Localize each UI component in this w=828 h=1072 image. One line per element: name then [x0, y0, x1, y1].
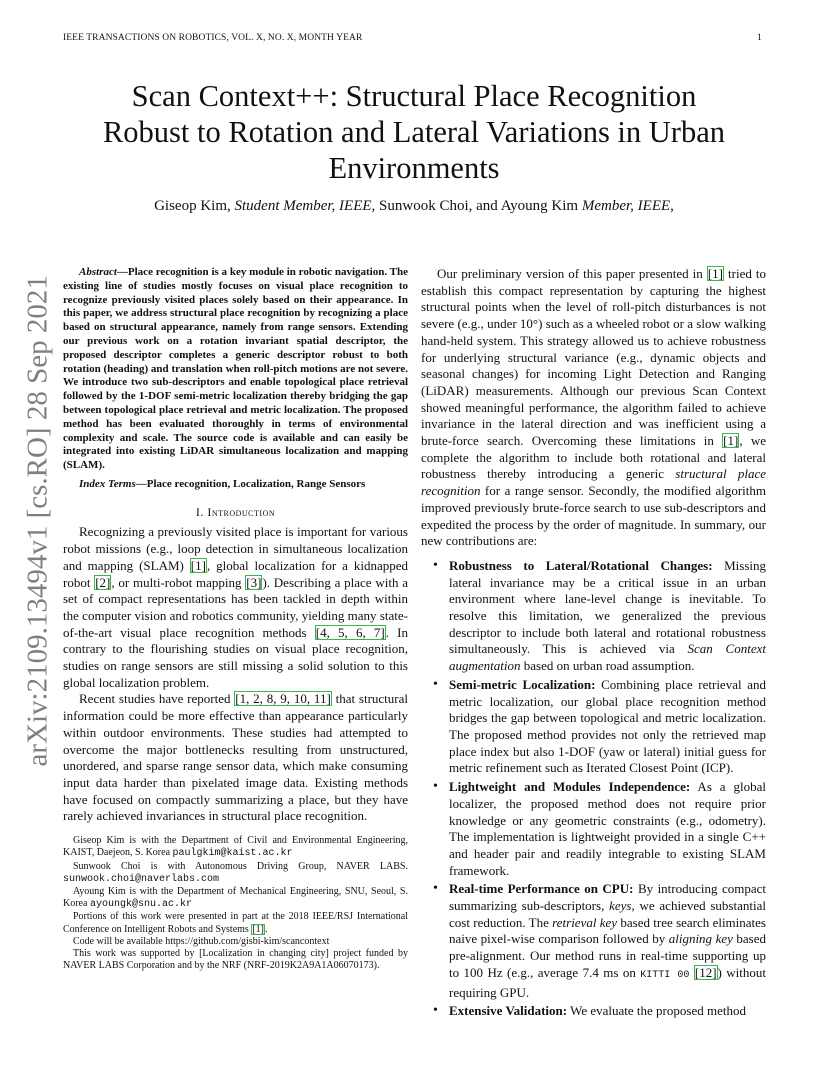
citation-link[interactable]: [3] — [246, 574, 262, 590]
email-link[interactable]: paulgkim@kaist.ac.kr — [172, 848, 293, 860]
emphasis: retrieval key — [552, 914, 618, 930]
section-heading-introduction: I. Introduction — [195, 504, 276, 519]
footnote-funding: This work was supported by [Localization in changing city] project funded by NAVER LABS Corporation and by the NRF (NRF-2019K2A9A1A06070173). — [63, 947, 408, 972]
citation-link[interactable]: [1, 2, 8, 9, 10, 11] — [235, 691, 331, 707]
right-column — [421, 266, 766, 1022]
text-run: Recognizing a previously visited place is important for various robot missions (e.g., loop detection in simultaneous localization and mapping (SLAM) — [63, 524, 408, 573]
contribution-title: Extensive Validation: — [449, 1003, 568, 1019]
text-run: ) without requiring GPU. — [449, 964, 766, 1000]
citation-link[interactable]: [2] — [95, 574, 111, 590]
other-authors: Sunwook Choi, and Ayoung Kim — [379, 198, 579, 214]
text-run: Sunwook Choi is with Autonomous Driving Group, NAVER LABS. — [73, 860, 408, 872]
text-run: based tree search eliminates naive pixel-wise comparison followed by — [449, 914, 766, 947]
text-run: . In contrary to the flourishing studies on visual place recognition, studies on range sensors are still missing a solid solution to this global localization problem. — [63, 624, 408, 690]
abstract-text: —Place recognition is a key module in robotic navigation. The existing line of studies mostly focuses on visual place recognition to recognize previously visited places solely based on their appearance. In this paper, we address structural place recognition by recognizing a place based on structural appearance, namely from range sensors. Extending our previous work on a rotation invariant spatial descriptor, the proposed descriptor completes a generic descriptor robust to both rotation (heading) and translation when roll-pitch motions are not severe. We introduce two sub-descriptors and enable topological place retrieval followed by the 1-DOF semi-metric localization thereby bridging the gap between topological place retrieval and metric localization. The proposed method has been evaluated thoroughly in terms of environmental complexity and scale. The source code is available and can easily be integrated into existing LiDAR simultaneous localization and mapping (SLAM). — [63, 266, 408, 472]
running-header: IEEE TRANSACTIONS ON ROBOTICS, VOL. X, NO. X, MONTH YEAR — [63, 33, 363, 43]
email-link[interactable]: sunwook.choi@naverlabs.com — [63, 873, 220, 885]
preliminary-paragraph — [421, 266, 766, 550]
index-terms — [63, 478, 408, 492]
text-run: , we complete the algorithm to include both rotational and lateral robustness thereby introducing a generic — [421, 433, 766, 482]
list-item — [421, 1003, 766, 1020]
list-item — [421, 558, 766, 675]
footnote-prior-work — [63, 911, 408, 935]
author-1-role: Student Member, IEEE, — [234, 198, 376, 214]
emphasis: aligning key — [668, 931, 733, 947]
footnote-author-2 — [63, 861, 408, 886]
footnote-author-1 — [63, 835, 408, 860]
citation-link[interactable]: [1] — [190, 557, 206, 573]
list-item — [421, 881, 766, 1001]
text-run: based pre-alignment. Our method runs in real-time supporting up to 100 Hz (e.g., average 7.4 ms on — [449, 931, 766, 980]
citation-link[interactable]: [1] — [252, 923, 264, 935]
index-terms-text: —Place recognition, Localization, Range Sensors — [135, 477, 366, 490]
list-item — [421, 677, 766, 777]
abstract — [63, 266, 408, 473]
list-item — [421, 779, 766, 879]
email-link[interactable]: ayoungk@snu.ac.kr — [89, 899, 192, 911]
footnote-code: Code will be available https://github.com/gisbi-kim/scancontext — [73, 935, 330, 947]
text-run: ). Describing a place with a set of compact representations has been tackled in depth within the computer vision and robotics community, yielding many state-of-the-art visual place recognition methods — [63, 574, 408, 640]
paper-title: Scan Context++: Structural Place Recognition Robust to Rotation and Lateral Variations in Urban Environments — [102, 79, 726, 185]
contributions-list — [421, 558, 766, 1020]
page-number: 1 — [757, 33, 762, 43]
text-run: , global localization for a kidnapped robot — [63, 557, 409, 590]
contribution-title: Lightweight and Modules Independence: — [449, 779, 691, 795]
other-authors-role: Member, IEEE, — [581, 198, 674, 214]
contribution-title: Robustness to Lateral/Rotational Changes: — [449, 557, 713, 573]
text-run: Our preliminary version of this paper presented in — [437, 266, 707, 281]
footnotes — [63, 835, 408, 972]
arxiv-stamp: arXiv:2109.13494v1 [cs.RO] 28 Sep 2021 — [21, 275, 54, 767]
text-run: Missing lateral invariance may be a critical issue in an urban environment where lane-level change is inevitable. To resolve this limitation, we generalized the previous descriptor to include both lateral and rotational robustness simultaneously. This is achieved via — [449, 557, 766, 657]
emphasis: keys — [609, 898, 632, 914]
text-run: We evaluate the proposed method — [567, 1003, 746, 1019]
footnote-author-3 — [63, 886, 408, 911]
dataset-name: KITTI 00 — [640, 969, 690, 981]
text-run: As a global localizer, the proposed method does not require prior knowledge or any geometric constraints (e.g., odometry). The implementation is lightweight provided in a single C++ and header pair and readily integrable to existing SLAM framework. — [449, 779, 767, 878]
text-run: , we achieved substantial cost reduction. The — [449, 898, 766, 930]
intro-paragraph-2 — [63, 691, 408, 825]
intro-paragraph-1 — [63, 524, 408, 691]
citation-link[interactable]: [1] — [707, 266, 723, 281]
text-run: , or multi-robot mapping — [111, 574, 246, 590]
text-run: tried to establish this compact representation by capturing the highest structural points when the level of roll-pitch disturbances is not severe (e.g., under 10°) such as a wheeled robot or a slow walking hand-held system. This strategy allowed us to achieve robustness for underlying structural variance (e.g., dynamic objects and seasonal changes) for incoming Light Detection and Ranging (LiDAR) measurements. Although our previous Scan Context showed meaningful performance, the algorithm failed to achieve invariance in the lateral direction and was inefficient using a brute-force search. Overcoming these limitations in — [421, 266, 766, 449]
emphasis: Scan Context augmentation — [449, 641, 766, 674]
emphasis: structural place recognition — [421, 466, 767, 499]
citation-link[interactable]: [4, 5, 6, 7] — [315, 624, 385, 640]
text-run: Portions of this work were presented in part at the 2018 IEEE/RSJ International Conference on Intelligent Robots and Systems — [63, 911, 408, 935]
author-list — [90, 198, 738, 215]
abstract-label: Abstract — [79, 266, 117, 278]
index-terms-label: Index Terms — [79, 477, 136, 490]
text-run: for a range sensor. Secondly, the modified algorithm improved previously brute-force search to use sub-descriptors and expedited the process by the order of magnitude. In summary, our new contributions are: — [421, 483, 766, 549]
text-run: . — [264, 923, 268, 935]
text-run: Giseop Kim is with the Department of Civil and Environmental Engineering, KAIST, Daejeon, S. Korea — [63, 835, 408, 859]
citation-link[interactable]: [12] — [694, 964, 717, 980]
text-run: By introducing compact summarizing sub-descriptors, — [449, 881, 766, 914]
contribution-title: Semi-metric Localization: — [449, 676, 596, 692]
citation-link[interactable]: [1] — [723, 433, 739, 449]
contribution-title: Real-time Performance on CPU: — [449, 881, 634, 897]
text-run: that structural information could be more effective than appearance particularly within outdoor environments. These studies had attempted to overcome the major bottlenecks resulting from unstructured, unordered, and sparse range sensor data, which make consuming input data harder than pixelated image data. Existing methods have focused on compactly summarizing a place, but they have rarely achieved invariances in structural place recognition. — [63, 691, 408, 824]
left-column — [63, 266, 408, 972]
author-1: Giseop Kim, — [154, 198, 231, 214]
text-run: based on urban road assumption. — [520, 658, 695, 674]
text-run: Ayoung Kim is with the Department of Mechanical Engineering, SNU, Seoul, S. Korea — [63, 885, 408, 910]
text-run: Recent studies have reported — [79, 691, 235, 707]
text-run: Combining place retrieval and metric localization, our global place recognition method bridges the gap between topological and metric localization. The proposed method provides not only the retrieved map place index but also 1-DOF (yaw or lateral) initial guess for metric refinement such as Iterated Closest Point (ICP). — [449, 676, 766, 776]
